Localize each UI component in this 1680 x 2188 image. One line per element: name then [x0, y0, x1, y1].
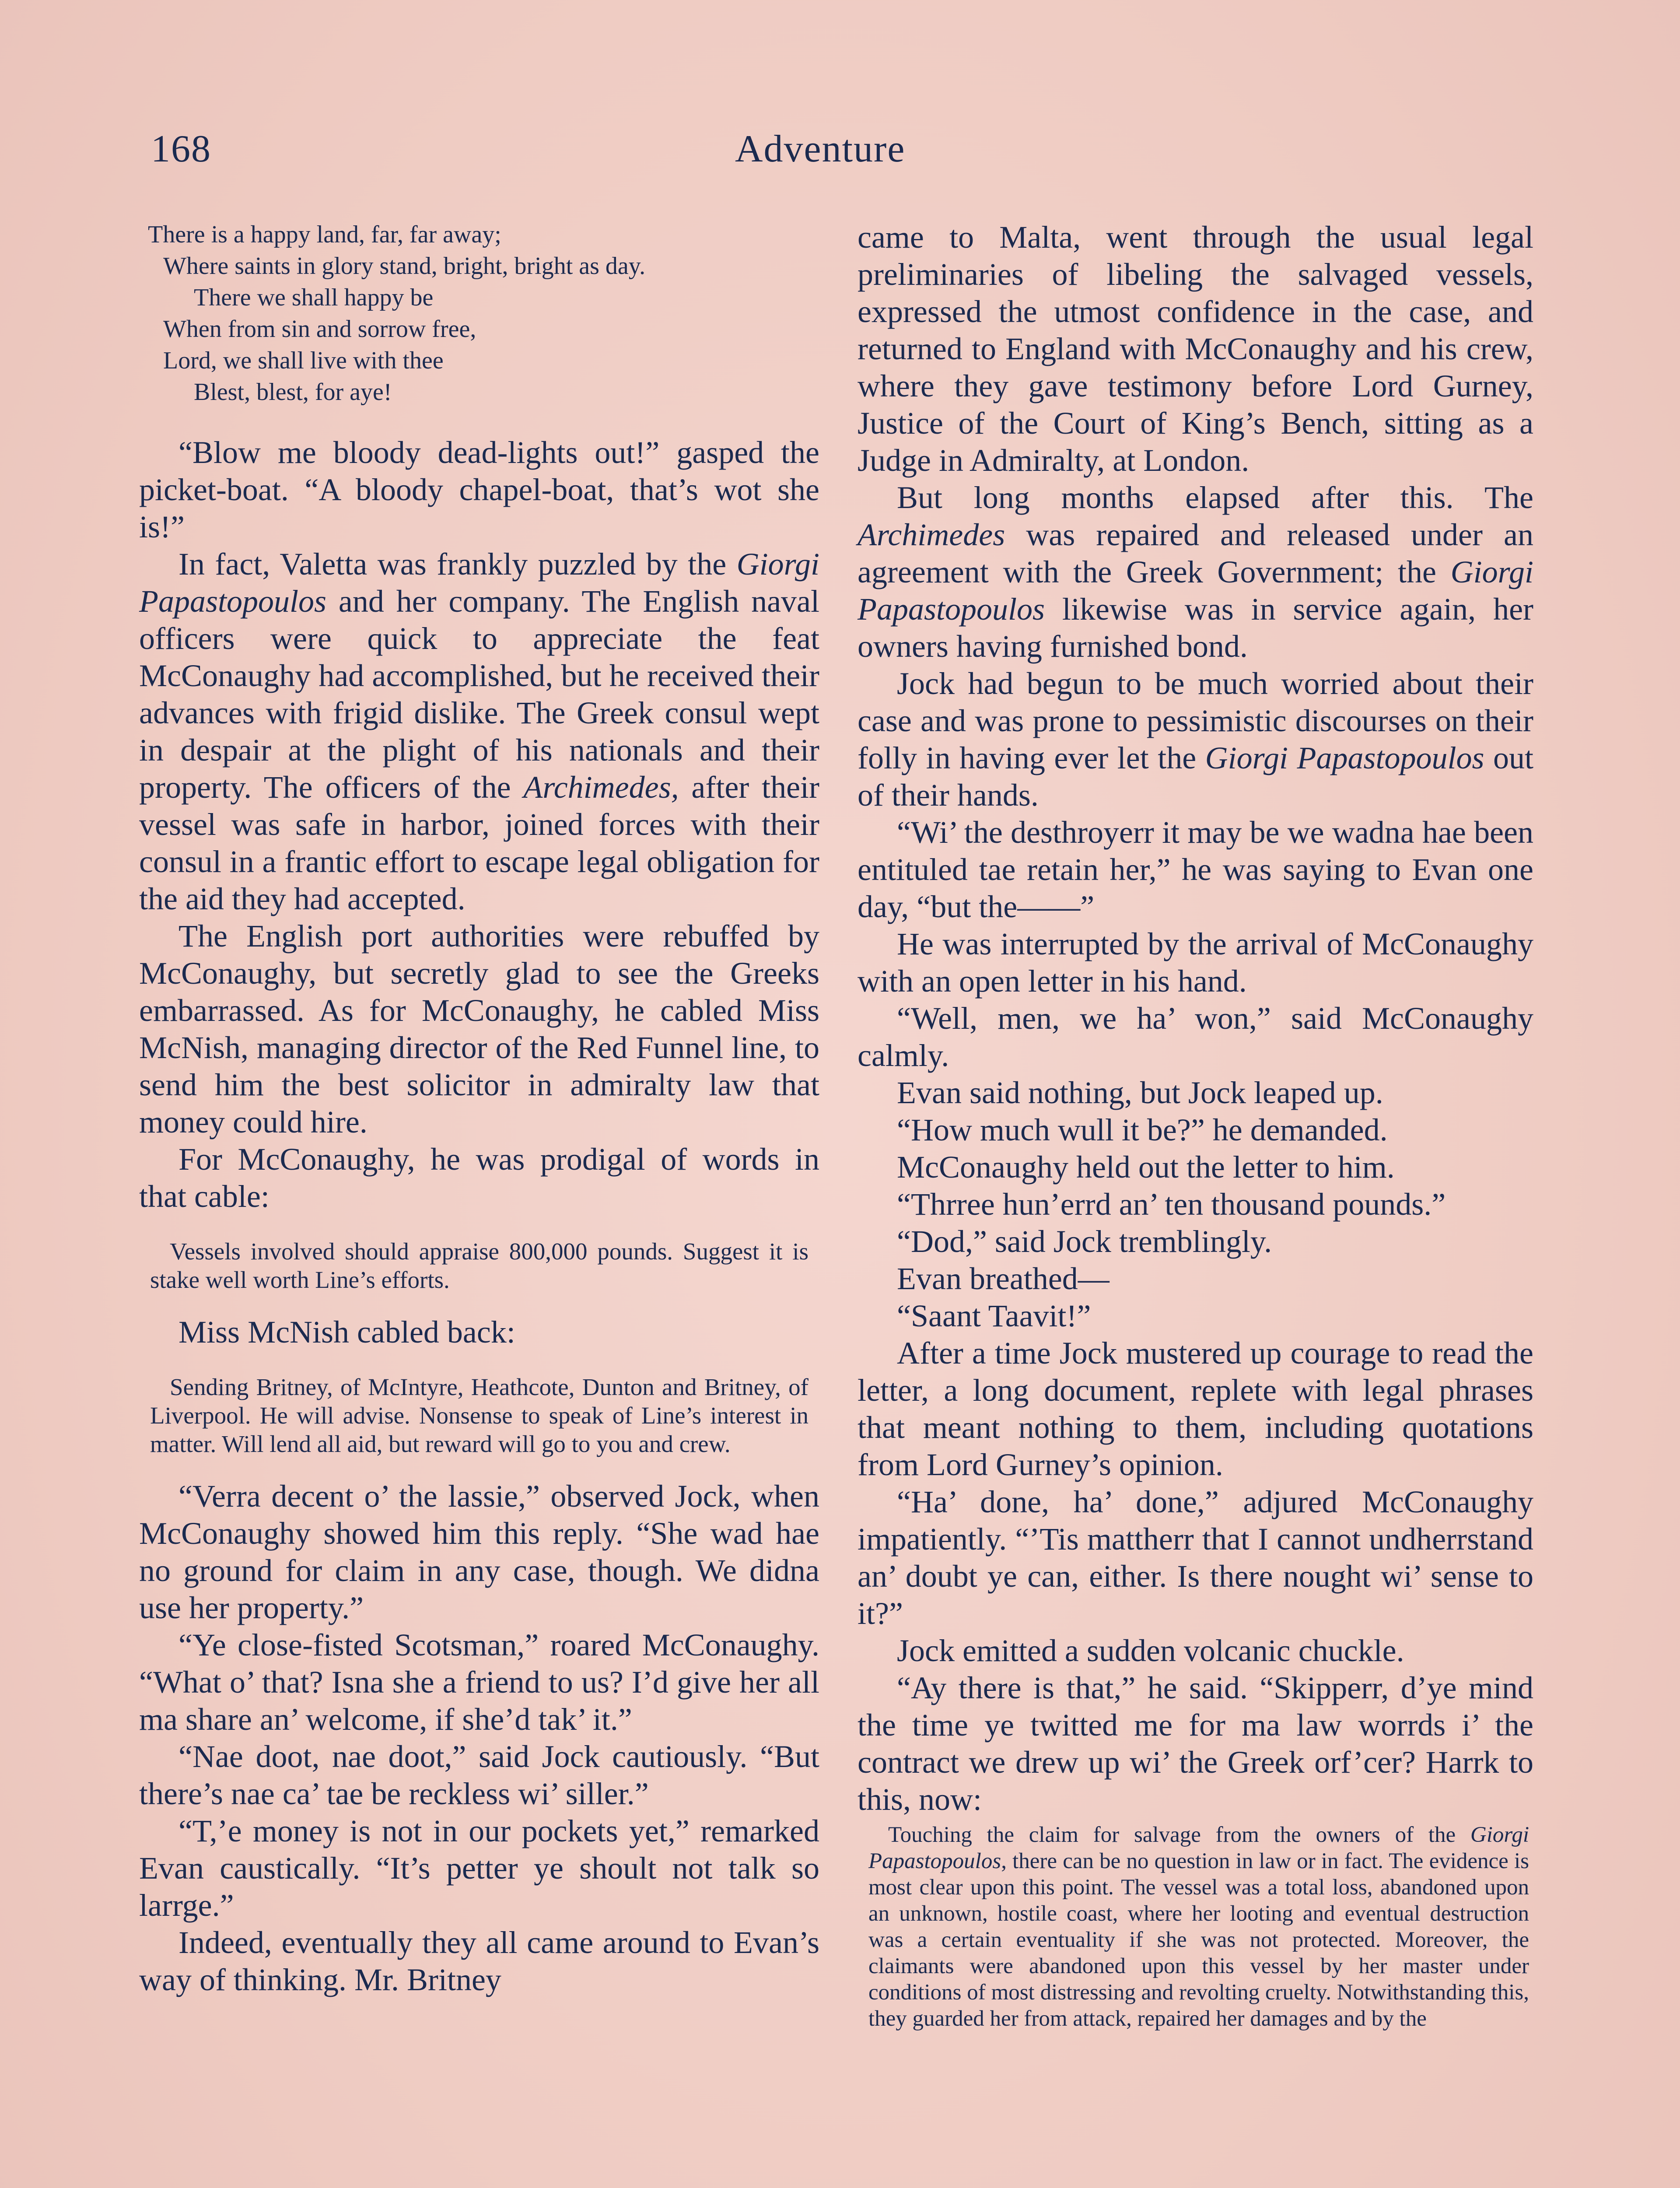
verse-line: Blest, blest, for aye!: [194, 379, 392, 406]
paragraph: Jock emitted a sudden volcanic chuckle.: [897, 1633, 1404, 1668]
verse-line: When from sin and sorrow free,: [163, 316, 476, 343]
cable-quote: Sending Britney, of McIntyre, Heathcote, Dunton and Britney, of Liverpool. He will advise. Nonsense to speak of Line’s interest in matter. Will lend all aid, but reward will go to you and crew.: [150, 1374, 808, 1457]
page-number: 168: [151, 128, 211, 170]
paragraph: “Verra decent o’ the lassie,” observed Jock, when McConaughy showed him this reply. “She wad hae no ground for claim in any case, though. We didna use her property.”: [139, 1479, 819, 1625]
paragraph: “How much wull it be?” he demanded.: [897, 1112, 1388, 1147]
paragraph: “Ye close-fisted Scotsman,” roared McConaughy. “What o’ that? Isna she a friend to us? I’d give her all ma share an’ welcome, if she’d tak’ it.”: [139, 1627, 819, 1737]
paragraph: Miss McNish cabled back:: [178, 1315, 515, 1350]
paragraph: “Thrree hun’errd an’ ten thousand pounds.”: [897, 1187, 1446, 1222]
running-title: Adventure: [735, 128, 906, 170]
paragraph: In fact, Valetta was frankly puzzled by the Giorgi Papastopoulos and her company. The English naval officers were quick to appreciate the feat McConaughy had accomplished, but he received their advances with frigid dislike. The Greek consul wept in despair at the plight of his nationals and their property. The officers of the Archimedes, after their vessel was safe in harbor, joined forces with their consul in a frantic effort to escape legal obligation for the aid they had accepted.: [139, 547, 819, 916]
hymn-verse: [139, 219, 819, 408]
paragraph: Indeed, eventually they all came around to Evan’s way of thinking. Mr. Britney: [139, 1925, 819, 1997]
paragraph: McConaughy held out the letter to him.: [897, 1150, 1395, 1185]
verse-line: Lord, we shall live with thee: [163, 347, 444, 374]
paragraph: “Nae doot, nae doot,” said Jock cautiously. “But there’s nae ca’ tae be reckless wi’ siller.”: [139, 1739, 819, 1811]
paragraph: came to Malta, went through the usual legal preliminaries of libeling the salvaged vessels, expressed the utmost confidence in the case, and returned to England with McConaughy and his crew, where they gave testimony before Lord Gurney, Justice of the Court of King’s Bench, sitting as a Judge in Admiralty, at London.: [858, 220, 1533, 478]
paragraph: “Wi’ the desthroyerr it may be we wadna hae been entituled tae retain her,” he was saying to Evan one day, “but the——”: [858, 815, 1533, 924]
paragraph: After a time Jock mustered up courage to read the letter, a long document, replete with legal phrases that meant nothing to them, including quotations from Lord Gurney’s opinion.: [858, 1336, 1533, 1482]
paragraph: “T,’e money is not in our pockets yet,” remarked Evan caustically. “It’s petter ye shoult not talk so larrge.”: [139, 1813, 819, 1923]
paragraph: “Dod,” said Jock tremblingly.: [897, 1224, 1272, 1259]
verse-line: Where saints in glory stand, bright, bright as day.: [163, 252, 646, 280]
paragraph: “Well, men, we ha’ won,” said McConaughy calmly.: [858, 1001, 1533, 1073]
verse-line: There we shall happy be: [194, 284, 434, 311]
page-header: [0, 127, 1680, 179]
cable-quote: Vessels involved should appraise 800,000 pounds. Suggest it is stake well worth Line’s efforts.: [150, 1238, 808, 1293]
paragraph: “Ha’ done, ha’ done,” adjured McConaughy impatiently. “’Tis mattherr that I cannot undherrstand an’ doubt ye can, either. Is there nought wi’ sense to it?”: [858, 1484, 1533, 1631]
paragraph: Evan breathed—: [897, 1261, 1110, 1296]
paragraph: “Blow me bloody dead-lights out!” gasped the picket-boat. “A bloody chapel-boat, that’s wot she is!”: [139, 435, 819, 544]
legal-opinion-quote: Touching the claim for salvage from the owners of the Giorgi Papastopoulos, there can be no question in law or in fact. The evidence is most clear upon this point. The vessel was a total loss, abandoned upon an unknown, hostile coast, where her looting and eventual destruction was a certain eventuality if she was not protected. Moreover, the claimants were abandoned upon this vessel by her master under conditions of most distressing and revolting cruelty. Notwithstanding this, they guarded her from attack, repaired her damages and by the: [868, 1823, 1529, 2031]
paragraph: Jock had begun to be much worried about their case and was prone to pessimistic discourses on their folly in having ever let the Giorgi Papastopoulos out of their hands.: [858, 666, 1533, 813]
paragraph: For McConaughy, he was prodigal of words in that cable:: [139, 1142, 819, 1214]
paragraph: The English port authorities were rebuffed by McConaughy, but secretly glad to see the Greeks embarrassed. As for McConaughy, he cabled Miss McNish, managing director of the Red Funnel line, to send him the best solicitor in admiralty law that money could hire.: [139, 919, 819, 1140]
right-column: [858, 219, 1533, 2032]
paragraph: He was interrupted by the arrival of McConaughy with an open letter in his hand.: [858, 926, 1533, 999]
paragraph: Evan said nothing, but Jock leaped up.: [897, 1075, 1383, 1110]
verse-line: There is a happy land, far, far away;: [148, 221, 501, 248]
paragraph: But long months elapsed after this. The Archimedes was repaired and released under an agreement with the Greek Government; the Giorgi Papastopoulos likewise was in service again, her owners having furnished bond.: [858, 480, 1533, 664]
left-column: [139, 219, 819, 1999]
paragraph: “Saant Taavit!”: [897, 1298, 1091, 1333]
paragraph: “Ay there is that,” he said. “Skipperr, d’ye mind the time ye twitted me for ma law worrds i’ the contract we drew up wi’ the Greek orf’cer? Harrk to this, now:: [858, 1670, 1533, 1817]
